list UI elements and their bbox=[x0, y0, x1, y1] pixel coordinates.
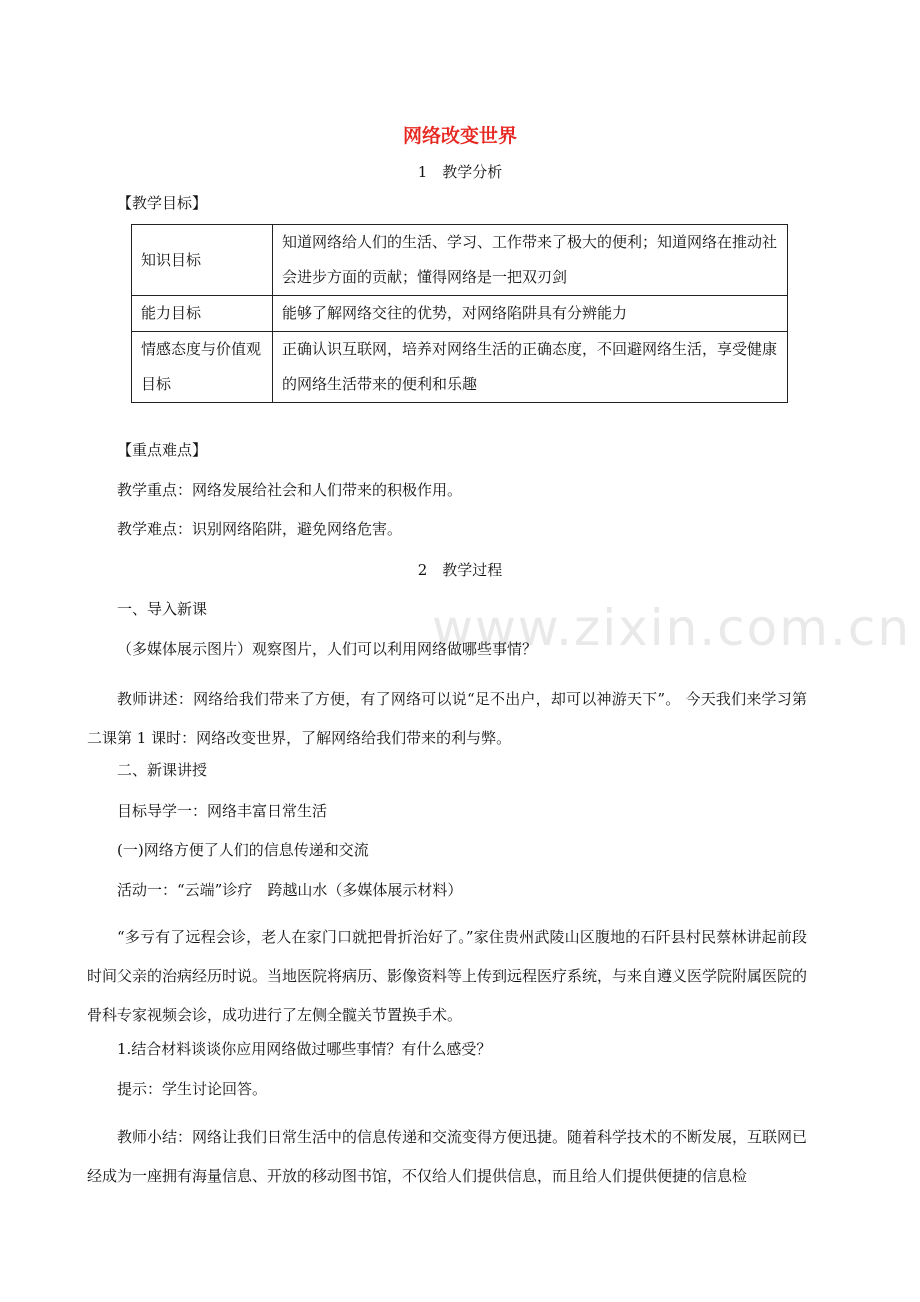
table-cell-label: 情感态度与价值观目标 bbox=[132, 332, 273, 403]
objectives-label: 【教学目标】 bbox=[117, 194, 208, 212]
table-cell-content: 知道网络给人们的生活、学习、工作带来了极大的便利；知道网络在推动社会进步方面的贡献；懂得网络是一把双刃剑 bbox=[273, 225, 788, 296]
table-row bbox=[132, 332, 788, 403]
hint-text: 提示：学生讨论回答。 bbox=[117, 1080, 268, 1098]
material-paragraph: “多亏有了远程会诊，老人在家门口就把骨折治好了。”家住贵州武陵山区腹地的石阡县村民蔡林讲起前段时间父亲的治病经历时说。当地医院将病历、影像资料等上传到远程医疗系统，与来自遵义医学院附属医院的骨科专家视频会诊，成功进行了左侧全髋关节置换手术。 bbox=[87, 928, 808, 1024]
table-row bbox=[132, 296, 788, 332]
document-title: 网络改变世界 bbox=[402, 125, 517, 147]
key-point-text: 教学重点：网络发展给社会和人们带来的积极作用。 bbox=[117, 481, 463, 499]
table-row bbox=[132, 225, 788, 296]
summary-paragraph: 教师小结：网络让我们日常生活中的信息传递和交流变得方便迅捷。随着科学技术的不断发展，互联网已经成为一座拥有海量信息、开放的移动图书馆，不仅给人们提供信息，而且给人们提供便捷的信息检 bbox=[87, 1128, 808, 1185]
section-heading-analysis: 1 教学分析 bbox=[417, 163, 503, 181]
table-cell-content: 能够了解网络交往的优势，对网络陷阱具有分辨能力 bbox=[273, 296, 788, 332]
table-cell-label: 知识目标 bbox=[132, 225, 273, 296]
part2-heading: 二、新课讲授 bbox=[117, 761, 208, 779]
part1-text: （多媒体展示图片）观察图片，人们可以利用网络做哪些事情？ bbox=[117, 640, 538, 658]
table-cell-content: 正确认识互联网，培养对网络生活的正确态度，不回避网络生活，享受健康的网络生活带来的便利和乐趣 bbox=[273, 332, 788, 403]
goal1-heading: 目标导学一：网络丰富日常生活 bbox=[117, 802, 328, 820]
part1-heading: 一、导入新课 bbox=[117, 600, 208, 618]
difficult-point-text: 教学难点：识别网络陷阱，避免网络危害。 bbox=[117, 520, 403, 538]
teacher-intro-paragraph: 教师讲述：网络给我们带来了方便，有了网络可以说“足不出户，却可以神游天下”。 今天我们来学习第二课第 1 课时：网络改变世界，了解网络给我们带来的利与弊。 bbox=[87, 690, 807, 747]
key-points-label: 【重点难点】 bbox=[117, 441, 208, 459]
activity1-heading: 活动一：“云端”诊疗 跨越山水（多媒体展示材料） bbox=[117, 881, 463, 899]
subpoint1-heading: (一)网络方便了人们的信息传递和交流 bbox=[117, 841, 369, 859]
question1-text: 1.结合材料谈谈你应用网络做过哪些事情？有什么感受？ bbox=[117, 1040, 492, 1058]
table-cell-label: 能力目标 bbox=[132, 296, 273, 332]
objectives-table bbox=[131, 224, 788, 403]
watermark: www.zixin.com.cn bbox=[432, 599, 912, 657]
section-heading-process: 2 教学过程 bbox=[417, 561, 503, 579]
